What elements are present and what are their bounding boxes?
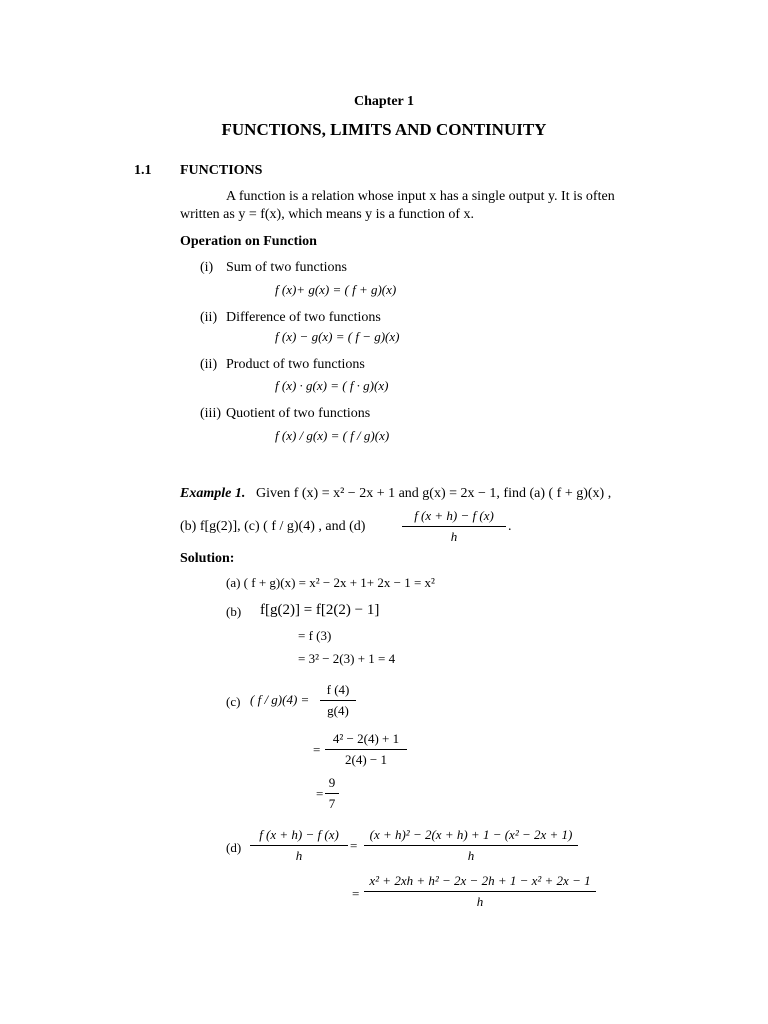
- operation-heading: Operation on Function: [180, 234, 317, 249]
- op-label: (ii): [200, 357, 218, 372]
- section-number: 1.1: [134, 163, 152, 178]
- op-formula: f (x)+ g(x) = ( f + g)(x): [275, 282, 397, 297]
- op-text: Difference of two functions: [226, 310, 381, 325]
- fraction-denominator: 2(4) − 1: [345, 752, 387, 767]
- fraction-numerator: 4² − 2(4) + 1: [332, 731, 400, 746]
- op-formula: f (x) / g(x) = ( f / g)(x): [275, 428, 390, 443]
- fraction-numerator: f (x + h) − f (x): [259, 827, 339, 842]
- fraction-numerator: (x + h)² − 2(x + h) + 1 − (x² − 2x + 1): [369, 827, 573, 842]
- fraction: [250, 827, 348, 864]
- example-line-1: Given f (x) = x² − 2x + 1 and g(x) = 2x − 1, find (a) ( f + g)(x) ,: [256, 486, 612, 501]
- intro-line-2: written as y = f(x), which means y is a function of x.: [180, 207, 475, 222]
- op-text: Quotient of two functions: [226, 406, 371, 421]
- fraction: [320, 682, 356, 719]
- fraction-denominator: h: [467, 848, 475, 863]
- fraction-denominator: h: [295, 848, 303, 863]
- example-fraction: [402, 508, 506, 545]
- fraction: [364, 827, 578, 864]
- solution-d-label: (d): [226, 840, 242, 855]
- fraction: [364, 873, 596, 910]
- equals-sign: =: [313, 742, 321, 757]
- solution-b-line-2: = f (3): [298, 628, 332, 643]
- fraction-denominator: g(4): [327, 703, 349, 718]
- op-text: Sum of two functions: [226, 260, 347, 275]
- fraction-numerator: x² + 2xh + h² − 2x − 2h + 1 − x² + 2x − 1: [369, 873, 591, 888]
- section-title: FUNCTIONS: [180, 163, 263, 178]
- fraction-numerator: f (4): [326, 682, 350, 697]
- solution-b-line-1: f[g(2)] = f[2(2) − 1]: [260, 602, 380, 618]
- op-formula: f (x) − g(x) = ( f − g)(x): [275, 329, 400, 344]
- op-label: (ii): [200, 310, 218, 325]
- fraction: [325, 775, 339, 812]
- equals-sign: =: [352, 886, 360, 901]
- fraction-numerator: f (x + h) − f (x): [414, 508, 494, 523]
- solution-b-line-3: = 3² − 2(3) + 1 = 4: [298, 651, 396, 666]
- op-text: Product of two functions: [226, 357, 365, 372]
- intro-line-1: A function is a relation whose input x has a single output y. It is often: [226, 189, 615, 204]
- example-period: .: [508, 519, 512, 534]
- solution-b-label: (b): [226, 604, 242, 619]
- fraction-denominator: h: [476, 894, 484, 909]
- op-label: (iii): [200, 406, 221, 421]
- fraction-numerator: 9: [328, 775, 336, 790]
- fraction-denominator: h: [450, 529, 458, 544]
- chapter-label: Chapter 1: [353, 94, 415, 109]
- solution-c-lhs: ( f / g)(4) =: [250, 692, 310, 707]
- solution-c-label: (c): [226, 694, 241, 709]
- chapter-title: FUNCTIONS, LIMITS AND CONTINUITY: [221, 120, 547, 139]
- op-label: (i): [200, 260, 214, 275]
- solution-a: (a) ( f + g)(x) = x² − 2x + 1+ 2x − 1 = x²: [226, 575, 435, 590]
- equals-sign: =: [350, 838, 358, 853]
- equals-sign: =: [316, 786, 324, 801]
- solution-label: Solution:: [180, 551, 235, 566]
- fraction-denominator: 7: [328, 796, 336, 811]
- fraction: [325, 731, 407, 768]
- example-line-2: (b) f[g(2)], (c) ( f / g)(4) , and (d): [180, 519, 366, 534]
- op-formula: f (x) · g(x) = ( f · g)(x): [275, 378, 389, 393]
- example-label: Example 1.: [180, 486, 246, 501]
